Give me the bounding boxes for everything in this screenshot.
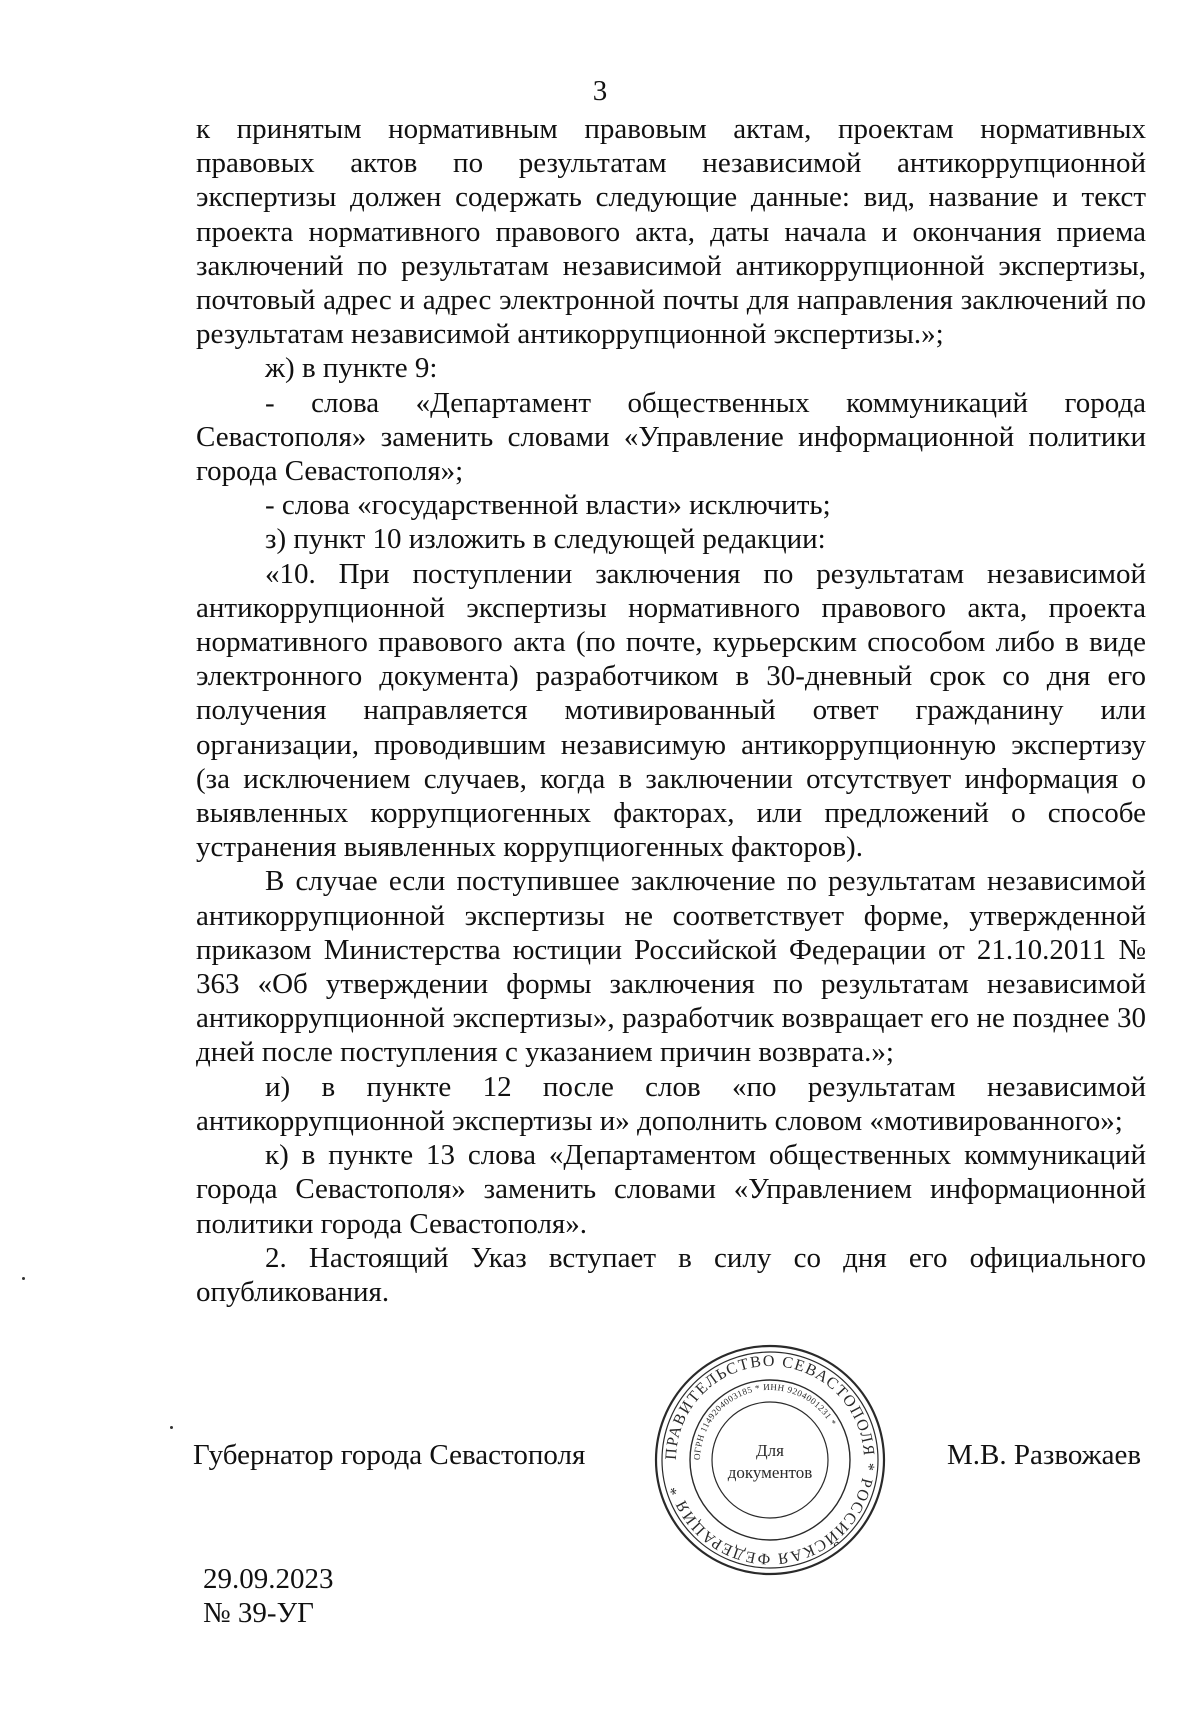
paragraph-1: к принятым нормативным правовым актам, проектам нормативных правовых актов по результатам независимой антикоррупционной экспертизы должен содержать следующие данные: вид, название и текст проекта нормативного правового акта, даты начала и окончания приема заключений по результатам независимой антикоррупционной экспертизы, почтовый адрес и адрес электронной почты для направления заключений по результатам независимой антикоррупционной экспертизы.»; — [196, 113, 1146, 351]
page-number: 3 — [592, 75, 608, 107]
signatory-title: Губернатор города Севастополя — [193, 1439, 586, 1471]
document-body — [196, 112, 1146, 1309]
paragraph-8: и) в пункте 12 после слов «по результатам независимой антикоррупционной экспертизы и» дополнить словом «мотивированного»; — [196, 1070, 1146, 1137]
scan-speck — [170, 1426, 173, 1429]
paragraph-5: з) пункт 10 изложить в следующей редакции: — [265, 523, 826, 556]
svg-text:документов: документов — [727, 1463, 813, 1482]
scan-speck — [22, 1277, 25, 1280]
signatory-name: М.В. Развожаев — [947, 1439, 1142, 1471]
paragraph-2: ж) в пункте 9: — [265, 352, 438, 385]
paragraph-9: к) в пункте 13 слова «Департаментом общественных коммуникаций города Севастополя» заменить словами «Управлением информационной политики города Севастополя». — [196, 1139, 1146, 1240]
paragraph-6: «10. При поступлении заключения по результатам независимой антикоррупционной экспертизы нормативного правового акта, проекта нормативного правового акта (по почте, курьерским способом либо в виде электронного документа) разработчиком в 30-дневный срок со дня его получения направляется мотивированный ответ гражданину или организации, проводившим независимую антикоррупционную экспертизу (за исключением случаев, когда в заключении отсутствует информация о выявленных коррупциогенных факторах, или предложений о способе устранения выявленных коррупциогенных факторов). — [196, 557, 1146, 864]
svg-text:Для: Для — [756, 1441, 784, 1460]
official-seal — [650, 1340, 890, 1580]
paragraph-10: 2. Настоящий Указ вступает в силу со дня его официального опубликования. — [196, 1241, 1146, 1308]
svg-text:ПРАВИТЕЛЬСТВО СЕВАСТОПОЛЯ * РО: ПРАВИТЕЛЬСТВО СЕВАСТОПОЛЯ * РОССИЙСКАЯ ФЕДЕРАЦИЯ * — [662, 1352, 878, 1568]
svg-text:ОГРН 1149204003185 * ИНН 92040: ОГРН 1149204003185 * ИНН 9204001231 * — [691, 1381, 839, 1461]
paragraph-3: - слова «Департамент общественных коммуникаций города Севастополя» заменить словами «Управление информационной политики города Севастополя»; — [196, 386, 1146, 488]
paragraph-4: - слова «государственной власти» исключить; — [265, 489, 831, 522]
paragraph-7: В случае если поступившее заключение по результатам независимой антикоррупционной экспертизы не соответствует форме, утвержденной приказом Министерства юстиции Российской Федерации от 21.10.2011 № 363 «Об утверждении формы заключения по результатам независимой антикоррупционной экспертизы», разработчик возвращает его не позднее 30 дней после поступления с указанием причин возврата.»; — [196, 865, 1146, 1069]
document-date: 29.09.2023 — [203, 1563, 334, 1595]
document-number: № 39-УГ — [203, 1597, 314, 1629]
